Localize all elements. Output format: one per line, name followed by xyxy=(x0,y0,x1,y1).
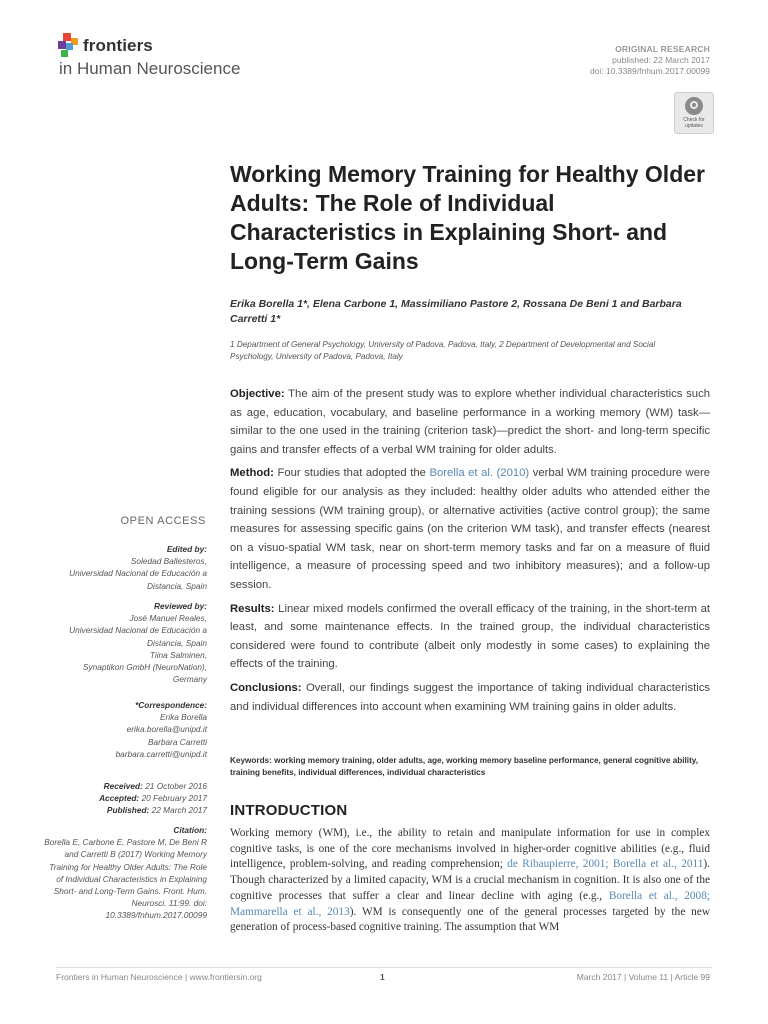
reviewer-2-affiliation: Synaptikon GmbH (NeuroNation), Germany xyxy=(82,662,207,685)
method-label: Method: xyxy=(230,467,274,480)
published-row xyxy=(47,804,207,816)
corr-email-1[interactable]: erika.borella@unipd.it xyxy=(126,724,207,735)
frontiers-logo-icon xyxy=(56,33,80,59)
reviewed-by-label: Reviewed by: xyxy=(153,601,207,611)
method-text-b: verbal WM training procedure were found eligible for our analysis as they included: healthy older adults who attended either the training sessions (WM training group), or alternative activities (active control group); the same measures for assessing specific gains (on the criterion WM task), and transfer effects (nearest on a visuo-spatial WM task, near on short-term memory tasks and far on a measure of fluid intelligence, a measure of processing speed and two inhibitory measures); and a follow-up session. xyxy=(230,467,711,591)
intro-citation-2[interactable]: Borella et al., 2008; Mammarella et al., 2013 xyxy=(230,889,710,918)
reviewer-1-name: José Manuel Reales, xyxy=(129,613,207,624)
accepted-label: Accepted: xyxy=(99,793,140,804)
results-label: Results: xyxy=(230,602,275,615)
abstract-results xyxy=(230,600,710,674)
footer-issue: March 2017 | Volume 11 | Article 99 xyxy=(576,972,710,982)
open-access-label: OPEN ACCESS xyxy=(120,515,206,527)
objective-text: The aim of the present study was to explore whether individual characteristics such as age, education, vocabulary, and baseline performance in a working memory (WM) task—similar to the one used in the training (criterion task)—predict the short- and long-term specific gains and transfer effects of a verbal WM training for older adults. xyxy=(230,388,710,456)
accepted-row xyxy=(47,792,207,804)
correspondence-block xyxy=(47,699,207,760)
citation-block xyxy=(43,824,207,922)
check-updates-icon xyxy=(685,97,703,115)
intro-part-1: Working memory (WM), i.e., the ability to retain and manipulate information for use in complex cognitive tasks, is one of the core mechanisms involved in higher-order cognitive abilities (e.g., fluid intelligence, problem-solving, and reading comprehension; xyxy=(230,827,710,871)
reviewer-2-name: Tiina Salminen, xyxy=(149,649,207,660)
article-title: Working Memory Training for Healthy Older Adults: The Role of Individual Characteristics in Explaining Short- and Long-Term Gains xyxy=(230,161,705,274)
received-row xyxy=(47,780,207,792)
corr-email-2[interactable]: barbara.carretti@unipd.it xyxy=(115,748,207,759)
affiliations: 1 Department of General Psychology, University of Padova, Padova, Italy, 2 Department of Developmental and Social Psychology, University of Padova, Padova, Italy xyxy=(230,340,656,361)
check-for-updates-button[interactable] xyxy=(674,92,714,134)
accepted-date: 20 February 2017 xyxy=(141,793,207,804)
results-text: Linear mixed models confirmed the overall efficacy of the training, in the short-term at least, and some maintenance effects. In the trained group, the individual characteristics considered were found to contribute (albeit only modestly in some cases) to explaining the effects of the training. xyxy=(230,602,710,671)
page-number: 1 xyxy=(380,972,385,982)
introduction-heading: INTRODUCTION xyxy=(230,802,348,819)
keywords: Keywords: working memory training, older adults, age, working memory baseline performance, general cognitive ability, training benefits, individual differences, individual characteristics xyxy=(230,756,699,777)
editor-affiliation: Universidad Nacional de Educación a Distancia, Spain xyxy=(69,568,207,591)
editor-name: Soledad Ballesteros, xyxy=(130,556,207,567)
correspondence-label: *Correspondence: xyxy=(135,700,207,710)
published-date: published: 22 March 2017 xyxy=(612,55,710,65)
objective-label: Objective: xyxy=(230,388,285,400)
footer-journal[interactable]: Frontiers in Human Neuroscience | www.frontiersin.org xyxy=(56,972,262,982)
footer-divider xyxy=(56,967,712,968)
check-updates-label: Check for updates xyxy=(683,117,705,129)
abstract-objective xyxy=(230,385,710,459)
intro-citation-1[interactable]: de Ribaupierre, 2001; Borella et al., 2011 xyxy=(507,858,704,871)
dates-block xyxy=(47,780,207,817)
abstract xyxy=(230,385,710,721)
received-label: Received: xyxy=(103,781,143,791)
reviewed-by-block xyxy=(47,600,207,685)
article-header-meta xyxy=(590,44,710,77)
citation-text: Borella E, Carbone E, Pastore M, De Beni R and Carretti B (2017) Working Memory Training for Healthy Older Adults: The Role of Individual Characteristics in Explaining Short- and Long-Term Gains. Front. Hum. Neurosci. 11:99. doi: 10.3389/fnhum.2017.00099 xyxy=(44,837,207,921)
citation-label: Citation: xyxy=(173,825,207,835)
abstract-method xyxy=(230,464,710,594)
author-list: Erika Borella 1*, Elena Carbone 1, Massimiliano Pastore 2, Rossana De Beni 1 and Barbara Carretti 1* xyxy=(230,298,682,325)
header-doi[interactable]: doi: 10.3389/fnhum.2017.00099 xyxy=(589,66,710,76)
journal-brand: frontiers xyxy=(83,36,153,55)
edited-by-label: Edited by: xyxy=(166,544,207,554)
reviewer-1-affiliation: Universidad Nacional de Educación a Distancia, Spain xyxy=(69,625,207,648)
article-type: ORIGINAL RESEARCH xyxy=(615,44,710,54)
published-label: Published: xyxy=(106,805,150,816)
conclusions-text: Overall, our findings suggest the importance of taking individual characteristics and individual differences into account when examining WM training gains in older adults. xyxy=(230,681,711,713)
journal-name: in Human Neuroscience xyxy=(59,59,241,78)
intro-part-2: ). Though characterized by a limited capacity, WM is a crucial mechanism in cognition. It is also one of the cognitive processes that suffer a clear and linear decline with aging (e.g., xyxy=(230,858,710,902)
published-date-side: 22 March 2017 xyxy=(151,805,207,816)
conclusions-label: Conclusions: xyxy=(230,681,302,694)
corr-author-1: Erika Borella xyxy=(159,712,207,723)
method-text-a: Four studies that adopted the xyxy=(277,467,426,480)
intro-part-3: ). WM is consequently one of the general processes targeted by the new generation of process-based cognitive training. The assumption that WM xyxy=(230,905,710,934)
introduction-text xyxy=(230,826,710,936)
received-date: 21 October 2016 xyxy=(145,781,207,791)
corr-author-2: Barbara Carretti xyxy=(147,736,207,747)
edited-by-block xyxy=(47,543,207,592)
method-citation-link[interactable]: Borella et al. (2010) xyxy=(429,467,530,480)
abstract-conclusions xyxy=(230,679,710,716)
